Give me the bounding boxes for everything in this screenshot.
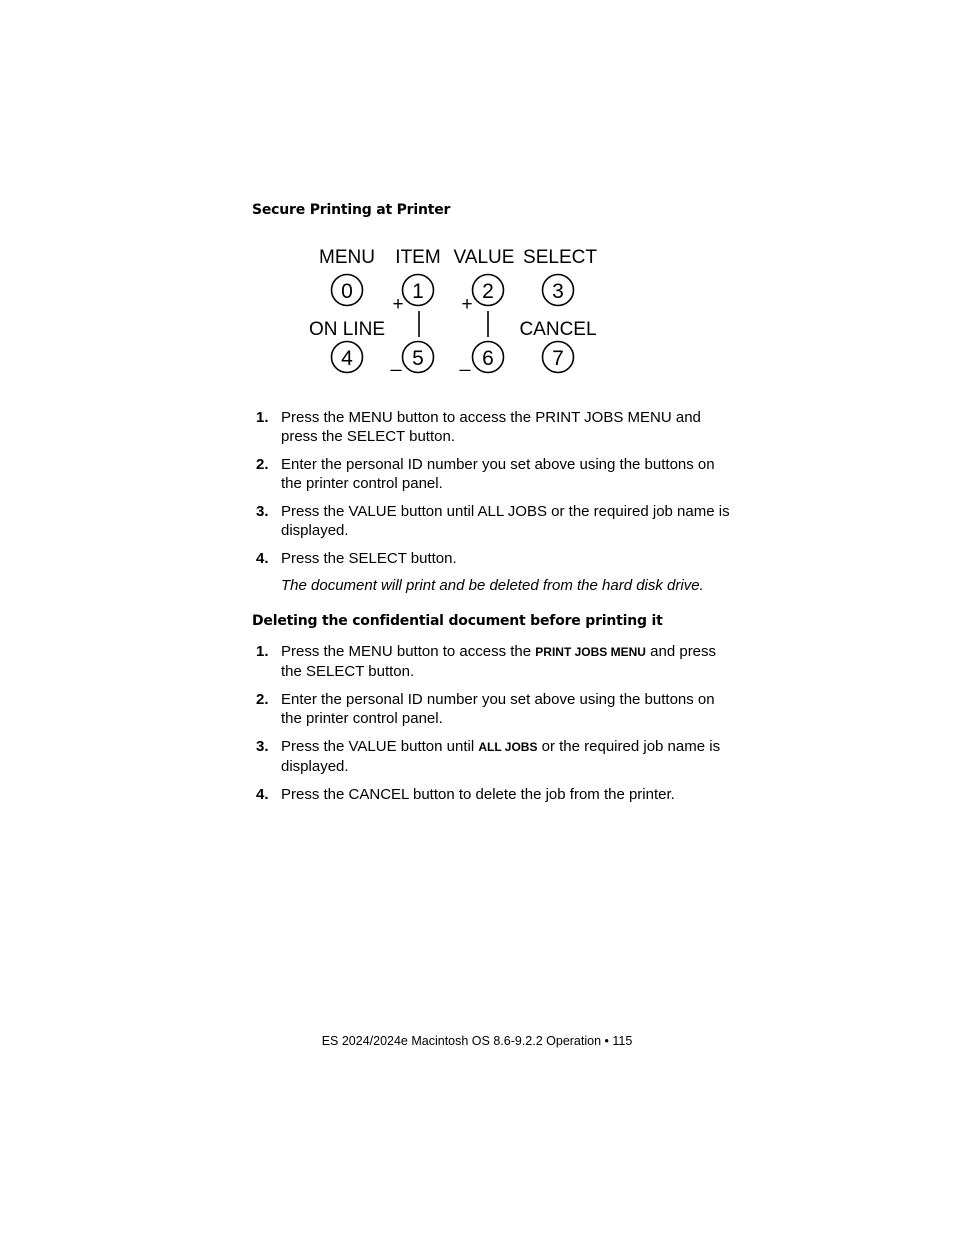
- button-1-number: 1: [412, 280, 424, 303]
- button-7-number: 7: [552, 347, 564, 370]
- minus-sign-value: _: [459, 351, 471, 372]
- menu-name-text: ALL JOBS: [478, 740, 538, 754]
- list-item: [252, 737, 732, 776]
- button-0: [332, 275, 363, 306]
- label-select: SELECT: [523, 247, 597, 268]
- step-text: [281, 738, 720, 775]
- step-text-post: or the required job name is displayed.: [281, 738, 721, 775]
- label-item: ITEM: [395, 247, 441, 268]
- section-heading-deleting: Deleting the confidential document before printing it: [252, 613, 663, 629]
- step-number: 3.: [256, 503, 269, 520]
- step-text: Press the VALUE button until ALL JOBS or the required job name is displayed.: [281, 503, 730, 539]
- step-text-pre: Press the MENU button to access the: [281, 643, 536, 660]
- step-text-post: and press the SELECT button.: [281, 643, 717, 680]
- plus-sign-item: +: [392, 294, 404, 315]
- list-item: [252, 690, 732, 728]
- control-panel-diagram: [300, 238, 620, 378]
- step-number: 2.: [256, 456, 269, 473]
- step-text: Press the MENU button to access the PRINT JOBS MENU and press the SELECT button.: [281, 409, 701, 445]
- page-footer: ES 2024/2024e Macintosh OS 8.6-9.2.2 Operation • 115: [321, 1034, 633, 1048]
- label-value: VALUE: [453, 247, 515, 268]
- section-heading-secure-printing: Secure Printing at Printer: [252, 202, 451, 218]
- menu-name-text: PRINT JOBS MENU: [535, 645, 646, 659]
- step-text: Enter the personal ID number you set above using the buttons on the printer control panel.: [281, 456, 715, 492]
- secure-printing-steps: [252, 408, 732, 577]
- step-number: 4.: [256, 786, 269, 803]
- button-5-number: 5: [412, 347, 424, 370]
- button-2-number: 2: [482, 280, 494, 303]
- list-item: [252, 502, 732, 540]
- button-5: [403, 342, 434, 373]
- label-on-line: ON LINE: [308, 319, 386, 340]
- button-0-number: 0: [341, 280, 353, 303]
- button-4-number: 4: [341, 347, 353, 370]
- list-item: [252, 549, 732, 568]
- result-note: The document will print and be deleted from the hard disk drive.: [281, 577, 704, 594]
- step-number: 1.: [256, 409, 269, 426]
- list-item: [252, 785, 732, 804]
- button-3: [543, 275, 574, 306]
- minus-sign-item: _: [390, 351, 402, 372]
- list-item: [252, 455, 732, 493]
- button-4: [332, 342, 363, 373]
- deleting-steps: [252, 642, 732, 813]
- button-3-number: 3: [552, 280, 564, 303]
- list-item: [252, 642, 732, 681]
- button-6: [473, 342, 504, 373]
- step-text: [281, 643, 716, 680]
- control-panel-svg: [300, 238, 620, 378]
- plus-sign-value: +: [461, 294, 473, 315]
- step-number: 4.: [256, 550, 269, 567]
- button-1: [403, 275, 434, 306]
- step-text-pre: Press the VALUE button until: [281, 738, 479, 755]
- label-menu: MENU: [319, 247, 375, 268]
- step-number: 3.: [256, 738, 269, 755]
- step-number: 1.: [256, 643, 269, 660]
- button-2: [473, 275, 504, 306]
- list-item: [252, 408, 732, 446]
- step-text: Press the CANCEL button to delete the job from the printer.: [281, 786, 675, 803]
- step-text: Enter the personal ID number you set above using the buttons on the printer control panel.: [281, 691, 715, 727]
- step-number: 2.: [256, 691, 269, 708]
- button-6-number: 6: [482, 347, 494, 370]
- button-7: [543, 342, 574, 373]
- step-text: Press the SELECT button.: [281, 550, 457, 567]
- label-cancel: CANCEL: [519, 319, 597, 340]
